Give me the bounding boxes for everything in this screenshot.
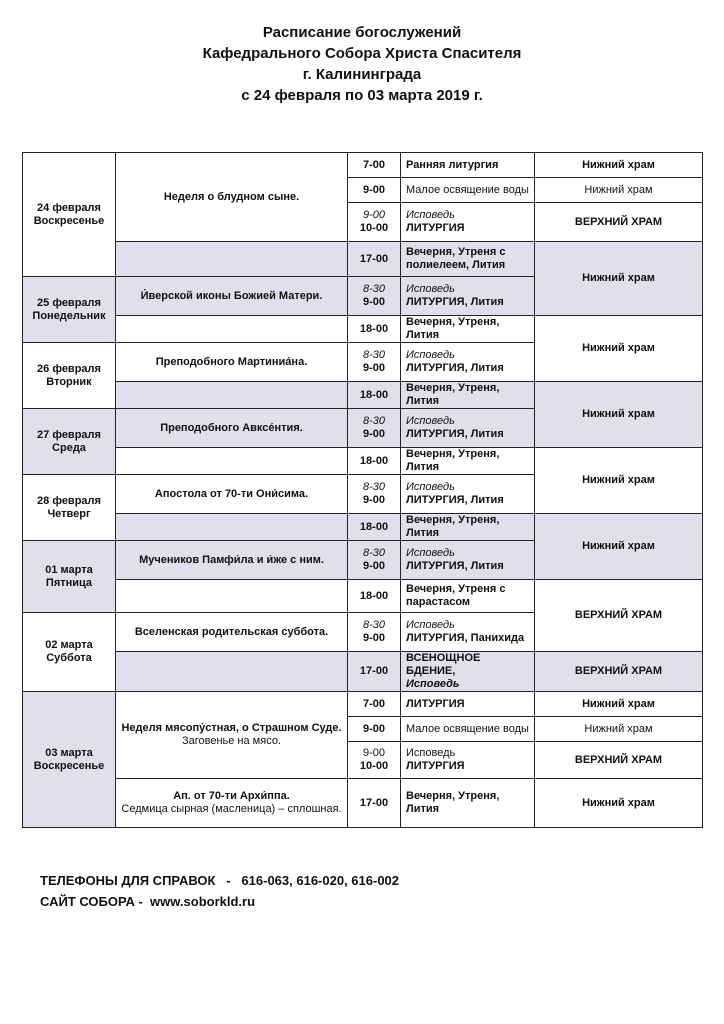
phones-line: ТЕЛЕФОНЫ ДЛЯ СПРАВОК - 616-063, 616-020, 616-002 (40, 873, 400, 888)
weekday-text: Вторник (46, 375, 92, 388)
date-text: 25 февраля (37, 296, 101, 309)
date-text: 24 февраля (37, 201, 101, 214)
service-cell: Малое освящение воды (401, 178, 535, 203)
service-cell (401, 409, 535, 448)
feast-cell: И́верской иконы Божией Матери. (116, 277, 348, 316)
service-cell (401, 343, 535, 382)
time-text: 9-00 (362, 560, 386, 572)
feast-cell (116, 242, 348, 277)
service-cell: Вечерня, Утреня с парастасом (401, 580, 535, 613)
time-cell: 9-00 (348, 717, 401, 742)
date-text: 03 марта (45, 746, 93, 759)
feast-cell: Мучеников Памфи́ла и и́же с ним. (116, 541, 348, 580)
weekday-text: Четверг (47, 507, 91, 520)
time-text: 10-00 (359, 760, 389, 772)
time-cell (348, 203, 401, 242)
title-line-1: Расписание богослужений (262, 24, 462, 41)
time-cell: 7-00 (348, 153, 401, 178)
service-text: Исповедь (406, 349, 455, 361)
time-cell: 18-00 (348, 580, 401, 613)
time-cell: 7-00 (348, 692, 401, 717)
table-row (23, 316, 703, 343)
table-row (23, 692, 703, 717)
service-text: Исповедь (406, 747, 456, 759)
time-text: 9-00 (362, 632, 386, 644)
time-cell: 18-00 (348, 514, 401, 541)
service-text: ЛИТУРГИЯ, Лития (406, 560, 504, 572)
service-text: ЛИТУРГИЯ (406, 760, 465, 772)
date-cell (23, 541, 116, 613)
time-cell: 18-00 (348, 316, 401, 343)
date-text: 27 февраля (37, 428, 101, 441)
table-row (23, 580, 703, 613)
service-cell: Вечерня, Утреня, Лития (401, 382, 535, 409)
service-cell (401, 203, 535, 242)
time-text: 9-00 (362, 747, 386, 759)
place-cell: Нижний храм (535, 178, 703, 203)
service-cell (401, 613, 535, 652)
date-cell (23, 475, 116, 541)
time-cell: 17-00 (348, 242, 401, 277)
service-text: Исповедь (406, 619, 455, 631)
place-cell: Нижний храм (535, 242, 703, 316)
table-row (23, 514, 703, 541)
date-cell (23, 692, 116, 828)
weekday-text: Воскресенье (33, 759, 105, 772)
feast-subtext: Заговенье на мясо. (181, 735, 282, 747)
feast-cell (116, 382, 348, 409)
time-cell (348, 613, 401, 652)
place-cell: Нижний храм (535, 779, 703, 828)
service-text: Исповедь (406, 415, 455, 427)
time-text: 8-30 (362, 481, 386, 493)
feast-cell (116, 779, 348, 828)
time-text: 9-00 (362, 209, 386, 221)
service-text: ВСЕНОЩНОЕ БДЕНИЕ, (406, 652, 481, 677)
service-text: ЛИТУРГИЯ (406, 222, 465, 234)
service-cell (401, 475, 535, 514)
feast-cell: Преподобного Мартиниа́на. (116, 343, 348, 382)
service-text: Исповедь (406, 481, 455, 493)
service-text: Исповедь (406, 547, 455, 559)
schedule-table (22, 152, 703, 828)
service-text: Исповедь (406, 283, 455, 295)
feast-cell: Неделя о блудном сыне. (116, 153, 348, 242)
service-cell (401, 652, 535, 692)
service-text: ЛИТУРГИЯ, Лития (406, 494, 504, 506)
date-text: 26 февраля (37, 362, 101, 375)
place-cell: Нижний храм (535, 153, 703, 178)
place-cell: Нижний храм (535, 692, 703, 717)
time-text: 8-30 (362, 283, 386, 295)
contacts-footer (40, 870, 399, 912)
time-cell (348, 475, 401, 514)
time-cell: 18-00 (348, 448, 401, 475)
service-cell: Малое освящение воды (401, 717, 535, 742)
feast-cell (116, 448, 348, 475)
service-cell: ЛИТУРГИЯ (401, 692, 535, 717)
title-line-3: г. Калининграда (302, 66, 422, 83)
time-text: 9-00 (362, 362, 386, 374)
feast-text: Ап. от 70-ти Архи́ппа. (173, 790, 290, 802)
place-cell: ВЕРХНИЙ ХРАМ (535, 652, 703, 692)
service-cell: Вечерня, Утреня, Лития (401, 448, 535, 475)
title-line-2: Кафедрального Собора Христа Спасителя (202, 45, 522, 62)
site-line: САЙТ СОБОРА - www.soborkld.ru (40, 894, 256, 909)
service-cell (401, 742, 535, 779)
service-cell (401, 541, 535, 580)
time-text: 8-30 (362, 415, 386, 427)
time-text: 8-30 (362, 349, 386, 361)
place-cell: Нижний храм (535, 448, 703, 514)
time-text: 9-00 (362, 428, 386, 440)
title-line-4: с 24 февраля по 03 марта 2019 г. (241, 87, 483, 104)
time-cell: 17-00 (348, 652, 401, 692)
service-text: Исповедь (406, 209, 455, 221)
service-cell: Вечерня, Утреня, Лития (401, 514, 535, 541)
service-text: ЛИТУРГИЯ, Панихида (406, 632, 525, 644)
time-cell (348, 277, 401, 316)
feast-cell: Вселенская родительская суббота. (116, 613, 348, 652)
service-cell: Ранняя литургия (401, 153, 535, 178)
date-cell (23, 153, 116, 277)
place-cell: Нижний храм (535, 316, 703, 382)
table-row (23, 652, 703, 692)
weekday-text: Среда (52, 441, 86, 454)
table-row (23, 242, 703, 277)
place-cell: ВЕРХНИЙ ХРАМ (535, 203, 703, 242)
date-cell (23, 613, 116, 692)
weekday-text: Пятница (45, 576, 93, 589)
place-cell: Нижний храм (535, 514, 703, 580)
time-text: 9-00 (362, 296, 386, 308)
table-row (23, 448, 703, 475)
table-row (23, 153, 703, 178)
service-text: ЛИТУРГИЯ, Лития (406, 428, 504, 440)
place-cell: ВЕРХНИЙ ХРАМ (535, 580, 703, 652)
time-cell: 9-00 (348, 178, 401, 203)
table-row (23, 779, 703, 828)
weekday-text: Воскресенье (33, 214, 105, 227)
date-cell (23, 277, 116, 343)
feast-cell: Апостола от 70-ти Они́сима. (116, 475, 348, 514)
time-cell (348, 742, 401, 779)
table-row (23, 382, 703, 409)
date-text: 02 марта (45, 639, 93, 651)
feast-cell (116, 316, 348, 343)
weekday-text: Понедельник (32, 309, 106, 322)
time-text: 9-00 (362, 494, 386, 506)
time-cell (348, 541, 401, 580)
service-cell: Вечерня, Утреня, Лития (401, 316, 535, 343)
service-text: ЛИТУРГИЯ, Лития (406, 296, 504, 308)
feast-cell (116, 580, 348, 613)
feast-cell: Преподобного Авксе́нтия. (116, 409, 348, 448)
feast-cell (116, 652, 348, 692)
time-text: 8-30 (362, 619, 386, 631)
time-cell: 18-00 (348, 382, 401, 409)
time-cell (348, 409, 401, 448)
service-cell (401, 277, 535, 316)
service-cell: Вечерня, Утреня с полиелеем, Лития (401, 242, 535, 277)
place-cell: Нижний храм (535, 382, 703, 448)
time-text: 8-30 (362, 547, 386, 559)
feast-cell (116, 514, 348, 541)
feast-subtext: Седмица сырная (масленица) – сплошная. (121, 803, 342, 815)
service-text: Исповедь (406, 678, 460, 690)
weekday-text: Суббота (46, 652, 92, 664)
time-cell (348, 343, 401, 382)
date-cell (23, 343, 116, 409)
time-text: 10-00 (359, 222, 389, 234)
time-cell: 17-00 (348, 779, 401, 828)
date-text: 01 марта (45, 563, 93, 576)
document-title (0, 22, 724, 106)
place-cell: ВЕРХНИЙ ХРАМ (535, 742, 703, 779)
place-cell: Нижний храм (535, 717, 703, 742)
service-text: ЛИТУРГИЯ, Лития (406, 362, 504, 374)
date-text: 28 февраля (37, 494, 101, 507)
feast-cell (116, 692, 348, 779)
date-cell (23, 409, 116, 475)
service-cell: Вечерня, Утреня, Лития (401, 779, 535, 828)
feast-text: Неделя мясопу́стная, о Страшном Суде. (121, 722, 342, 734)
